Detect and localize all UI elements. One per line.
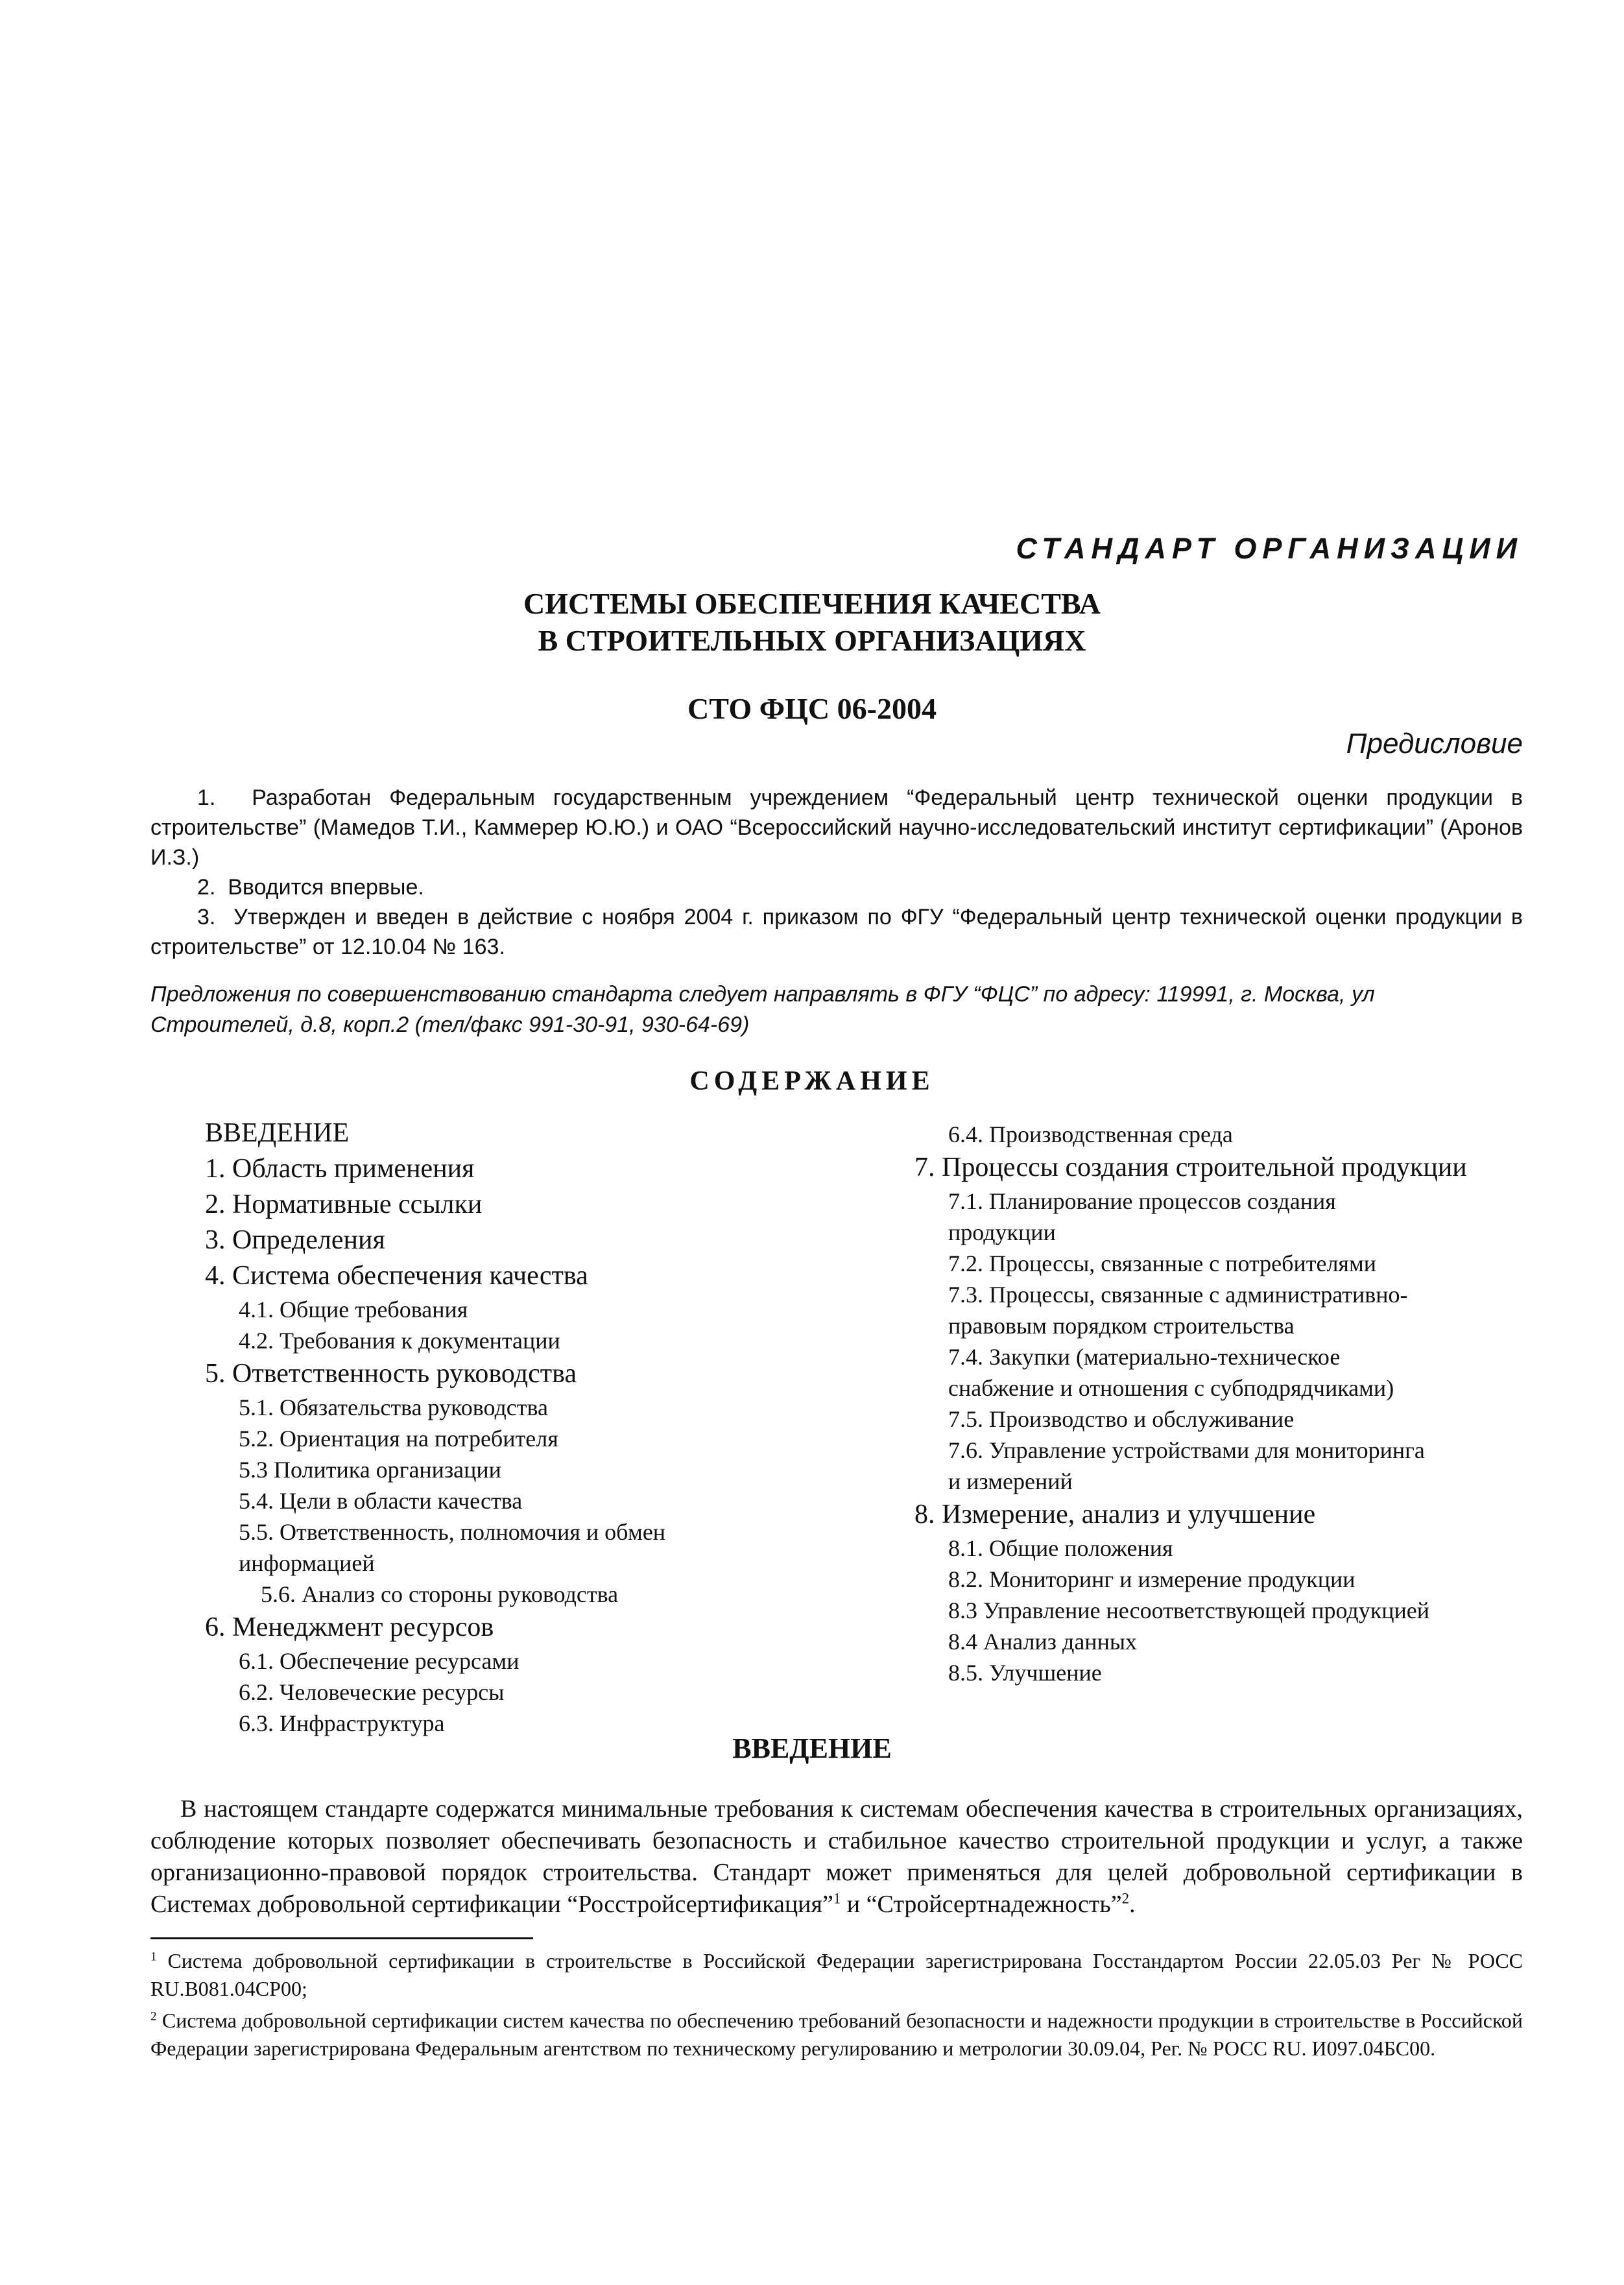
toc-entry[interactable]: 6. Менеджмент ресурсов [205, 1612, 494, 1642]
footnote-text: Система добровольной сертификации систем качества по обеспечению требований безопасности и надежности продукции в строительстве в Российской Федерации зарегистрирована Федеральным агентством по техническому регулированию и метрологии 30.09.04, Рег. № РОСС RU. И097.04БС00. [150, 2009, 1523, 2060]
proposal-note: Предложения по совершенствованию стандарта следует направлять в ФГУ “ФЦС” по адресу: 119991, г. Москва, ул Строителей, д.8, корп.2 (тел/факс 991-30-91, 930-64-69) [150, 982, 1375, 1037]
toc-entry[interactable]: 7.6. Управление устройствами для мониторинга [948, 1437, 1425, 1463]
toc-entry[interactable]: 7.4. Закупки (материально-техническое [948, 1344, 1341, 1370]
toc-entry[interactable]: 7. Процессы создания строительной продукции [914, 1153, 1467, 1182]
toc-entry[interactable]: правовым порядком строительства [948, 1313, 1295, 1339]
toc-right-column [914, 1119, 1467, 1688]
intro-paragraph [150, 1793, 1523, 1920]
toc-entry[interactable]: 4. Система обеспечения качества [205, 1261, 588, 1291]
toc-entry[interactable]: 8.4 Анализ данных [948, 1629, 1138, 1655]
footnote-2 [150, 2007, 1523, 2063]
toc-heading: СОДЕРЖАНИЕ [689, 1066, 935, 1096]
toc-entry[interactable]: 5.1. Обязательства руководства [239, 1394, 548, 1420]
toc-entry[interactable]: 1. Область применения [205, 1154, 475, 1184]
toc-entry[interactable]: 5. Ответственность руководства [205, 1359, 577, 1389]
toc-entry[interactable]: 8.5. Улучшение [948, 1660, 1102, 1686]
document-title [0, 585, 1624, 659]
toc-entry[interactable]: 6.1. Обеспечение ресурсами [239, 1648, 519, 1674]
foreword-item: 2. Вводится впервые. [197, 875, 424, 900]
title-line-2: В СТРОИТЕЛЬНЫХ ОРГАНИЗАЦИЯХ [538, 624, 1086, 657]
footnote-mark: 1 [150, 1950, 157, 1964]
toc-entry[interactable]: 4.2. Требования к документации [239, 1328, 560, 1354]
toc-entry[interactable]: 5.2. Ориентация на потребителя [239, 1426, 558, 1452]
toc-entry[interactable]: 5.4. Цели в области качества [239, 1488, 523, 1514]
org-standard-label: СТАНДАРТ ОРГАНИЗАЦИИ [1016, 532, 1523, 565]
toc-entry[interactable]: 2. Нормативные ссылки [205, 1190, 483, 1219]
footnote-ref-1[interactable]: 1 [833, 1890, 841, 1907]
toc-entry[interactable]: информацией [239, 1550, 375, 1576]
toc-entry[interactable]: 4.1. Общие требования [239, 1297, 468, 1322]
toc-entry[interactable]: 5.3 Политика организации [239, 1457, 501, 1483]
toc-entry[interactable]: снабжение и отношения с субподрядчиками) [948, 1375, 1394, 1401]
toc-entry[interactable]: 6.4. Производственная среда [948, 1121, 1233, 1147]
foreword-item: 3. Утвержден и введен в действие с ноября 2004 г. приказом по ФГУ “Федеральный центр технической оценки продукции в строительстве” от 12.10.04 № 163. [150, 905, 1523, 959]
intro-text-1: В настоящем стандарте содержатся минимальные требования к системам обеспечения качества в строительных организациях, соблюдение которых позволяет обеспечивать безопасность и стабильное качество строительной продукции и услуг, а также организационно-правовой порядок строительства. Стандарт может применяться для целей добровольной сертификации в Системах добровольной сертификации “Росстройсертификация” [150, 1795, 1523, 1918]
toc-entry[interactable]: 8.3 Управление несоответствующей продукцией [948, 1597, 1430, 1623]
intro-text-2: и “Стройсертнадежность” [841, 1891, 1122, 1918]
intro-heading: ВВЕДЕНИЕ [732, 1732, 892, 1764]
standard-code: СТО ФЦС 06-2004 [687, 692, 937, 725]
toc-entry[interactable]: 7.5. Производство и обслуживание [948, 1406, 1295, 1432]
toc-entry[interactable]: 3. Определения [205, 1225, 385, 1255]
footnote-text: Система добровольной сертификации в строительстве в Российской Федерации зарегистрирована Госстандартом России 22.05.03 Рег № РОСС RU.B081.04CP00; [150, 1949, 1523, 2000]
toc-left-column [205, 1116, 665, 1739]
toc-entry[interactable]: 7.3. Процессы, связанные с административно- [948, 1282, 1408, 1308]
toc-entry[interactable]: 5.5. Ответственность, полномочия и обмен [239, 1519, 666, 1545]
toc-entry[interactable]: 5.6. Анализ со стороны руководства [261, 1581, 619, 1607]
footnote-divider [150, 1937, 533, 1939]
title-line-1: СИСТЕМЫ ОБЕСПЕЧЕНИЯ КАЧЕСТВА [523, 587, 1101, 620]
toc-entry[interactable]: 8.1. Общие положения [948, 1535, 1173, 1561]
toc-entry[interactable]: ВВЕДЕНИЕ [205, 1118, 350, 1148]
footnote-ref-2[interactable]: 2 [1121, 1890, 1130, 1907]
intro-text-3: . [1129, 1891, 1136, 1918]
foreword-title: Предисловие [1346, 728, 1523, 760]
toc-entry[interactable]: 7.1. Планирование процессов создания [948, 1188, 1336, 1214]
toc-entry[interactable]: 7.2. Процессы, связанные с потребителями [948, 1250, 1377, 1276]
toc-entry[interactable]: 8. Измерение, анализ и улучшение [914, 1500, 1316, 1529]
toc-entry[interactable]: 6.2. Человеческие ресурсы [239, 1679, 505, 1705]
footnotes [150, 1947, 1523, 2066]
toc-entry[interactable]: 6.3. Инфраструктура [239, 1710, 445, 1736]
footnote-1 [150, 1947, 1523, 2003]
foreword-item: 1. Разработан Федеральным государственным учреждением “Федеральный центр технической оценки продукции в строительстве” (Мамедов Т.И., Каммерер Ю.Ю.) и ОАО “Всероссийский научно-исследовательский институт сертификации” (Аронов И.З.) [150, 785, 1523, 870]
foreword-list [150, 783, 1523, 962]
footnote-mark: 2 [150, 2009, 157, 2024]
toc-entry[interactable]: и измерений [948, 1468, 1073, 1494]
toc-entry[interactable]: 8.2. Мониторинг и измерение продукции [948, 1566, 1355, 1592]
toc-entry[interactable]: продукции [948, 1219, 1056, 1245]
